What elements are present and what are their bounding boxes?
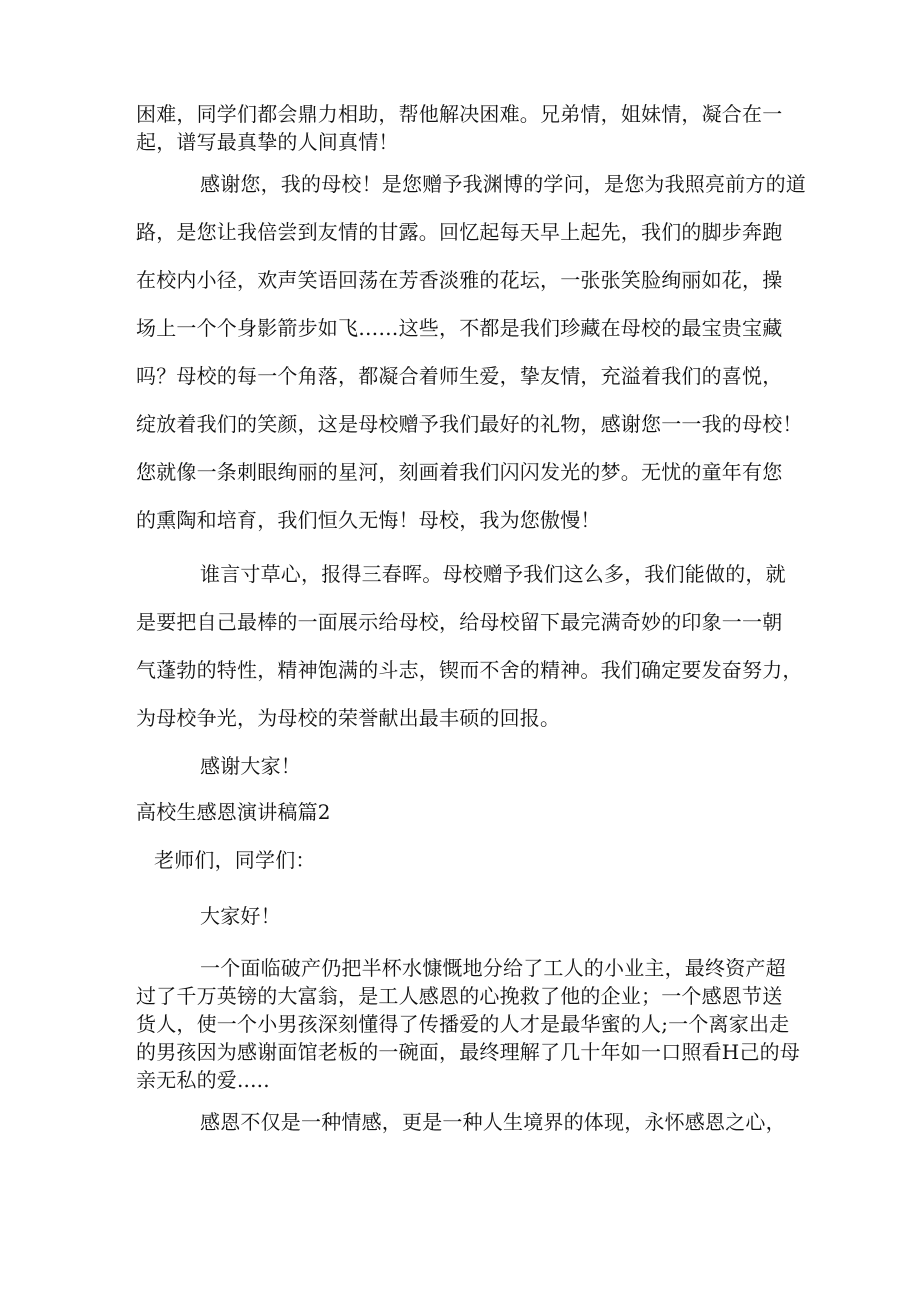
text-line: 为母校争光，为母校的荣誉献出最丰硕的回报。 bbox=[136, 706, 561, 730]
text-line: 绽放着我们的笑颜，这是母校赠予我们最好的礼物，感谢您一一我的母校！ bbox=[136, 412, 803, 436]
text-line: 感恩不仅是一种情感，更是一种人生境界的体现，永怀感恩之心， bbox=[200, 1110, 786, 1134]
text-line: 货人，使一个小男孩深刻懂得了传播爱的人才是最华蜜的人;一个离家出走 bbox=[136, 1012, 790, 1036]
text-line: 的男孩因为感谢面馆老板的一碗面，最终理解了几十年如一口照看H己的母 bbox=[136, 1040, 801, 1064]
text-line: 的熏陶和培育，我们恒久无悔！母校，我为您傲慢！ bbox=[136, 508, 601, 532]
text-line: 场上一个个身影箭步如飞……这些，不都是我们珍藏在母校的最宝贵宝藏 bbox=[136, 316, 783, 340]
text-line: 路，是您让我倍尝到友情的甘露。回忆起每天早上起先，我们的脚步奔跑 bbox=[136, 220, 783, 244]
section-heading: 高校生感恩演讲稿篇2 bbox=[136, 800, 331, 824]
text-line: 气蓬勃的特性，精神饱满的斗志，锲而不舍的精神。我们确定要发奋努力， bbox=[136, 658, 803, 682]
text-line: 感谢您，我的母校！是您赠予我渊博的学问，是您为我照亮前方的道 bbox=[200, 172, 806, 196]
text-line: 亲无私的爱..... bbox=[136, 1068, 270, 1092]
text-line: 在校内小径，欢声笑语回荡在芳香淡雅的花坛，一张张笑脸绚丽如花，操 bbox=[136, 268, 783, 292]
text-line: 困难，同学们都会鼎力相助，帮他解决困难。兄弟情，姐妹情，凝合在一 bbox=[136, 102, 783, 126]
text-line: 是要把自己最棒的一面展示给母校，给母校留下最完满奇妙的印象一一朝 bbox=[136, 610, 783, 634]
greeting: 大家好！ bbox=[200, 904, 281, 928]
text-line: 您就像一条刺眼绚丽的星河，刻画着我们闪闪发光的梦。无忧的童年有您 bbox=[136, 460, 783, 484]
salutation: 老师们，同学们： bbox=[154, 848, 316, 872]
text-line: 过了千万英镑的大富翁，是工人感恩的心挽救了他的企业；一个感恩节送 bbox=[136, 984, 783, 1008]
text-line: 一个面临破产仍把半杯水慷慨地分给了工人的小业主，最终资产超 bbox=[200, 956, 786, 980]
text-line: 谁言寸草心，报得三春晖。母校赠予我们这么多，我们能做的，就 bbox=[200, 562, 786, 586]
text-line: 起，谱写最真挚的人间真情！ bbox=[136, 130, 399, 154]
closing-thanks: 感谢大家！ bbox=[200, 754, 301, 778]
text-line: 吗？母校的每一个角落，都凝合着师生爱，挚友情，充溢着我们的喜悦， bbox=[136, 364, 783, 388]
